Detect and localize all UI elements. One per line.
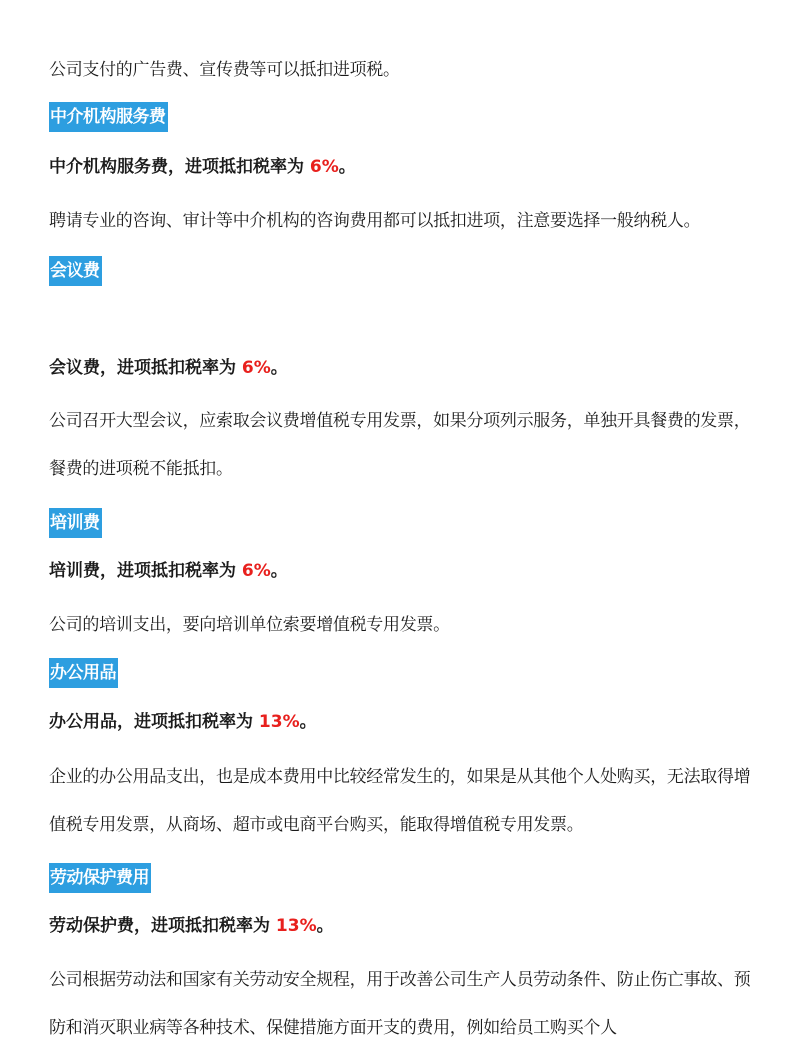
rate-text: 会议费，进项抵扣税率为 bbox=[49, 358, 242, 378]
rate-percent: 13% bbox=[275, 916, 317, 936]
rate-suffix: 。 bbox=[270, 561, 288, 581]
rate-line-labor-protection bbox=[49, 914, 334, 938]
rate-percent: 6% bbox=[241, 561, 271, 581]
section-tag-office-supplies: 办公用品 bbox=[49, 658, 118, 688]
rate-line-training bbox=[49, 559, 288, 583]
rate-line-conference bbox=[49, 356, 288, 380]
rate-line-office-supplies bbox=[49, 710, 317, 734]
rate-percent: 6% bbox=[241, 358, 271, 378]
rate-suffix: 。 bbox=[270, 358, 288, 378]
paragraph-office-supplies: 企业的办公用品支出，也是成本费用中比较经常发生的，如果是从其他个人处购买，无法取得增值税专用发票，从商场、超市或电商平台购买，能取得增值税专用发票。 bbox=[49, 767, 751, 835]
paragraph-intermediary: 聘请专业的咨询、审计等中介机构的咨询费用都可以抵扣进项，注意要选择一般纳税人。 bbox=[49, 211, 701, 231]
rate-text: 办公用品，进项抵扣税率为 bbox=[49, 712, 259, 732]
rate-suffix: 。 bbox=[299, 712, 317, 732]
rate-text: 中介机构服务费，进项抵扣税率为 bbox=[49, 157, 310, 177]
section-tag-conference: 会议费 bbox=[49, 256, 102, 286]
rate-line-intermediary bbox=[49, 155, 356, 179]
paragraph-labor-protection: 公司根据劳动法和国家有关劳动安全规程，用于改善公司生产人员劳动条件、防止伤亡事故、预防和消灭职业病等各种技术、保健措施方面开支的费用，例如给员工购买个人 bbox=[49, 970, 751, 1038]
rate-text: 培训费，进项抵扣税率为 bbox=[49, 561, 242, 581]
section-tag-intermediary: 中介机构服务费 bbox=[49, 102, 168, 132]
paragraph-advertising: 公司支付的广告费、宣传费等可以抵扣进项税。 bbox=[49, 60, 400, 80]
section-tag-labor-protection: 劳动保护费用 bbox=[49, 863, 151, 893]
rate-percent: 6% bbox=[309, 157, 339, 177]
rate-suffix: 。 bbox=[316, 916, 334, 936]
rate-suffix: 。 bbox=[338, 157, 356, 177]
section-tag-training: 培训费 bbox=[49, 508, 102, 538]
paragraph-conference: 公司召开大型会议，应索取会议费增值税专用发票，如果分项列示服务，单独开具餐费的发票，餐费的进项税不能抵扣。 bbox=[49, 411, 751, 479]
rate-percent: 13% bbox=[258, 712, 300, 732]
rate-text: 劳动保护费，进项抵扣税率为 bbox=[49, 916, 276, 936]
paragraph-training: 公司的培训支出，要向培训单位索要增值税专用发票。 bbox=[49, 615, 450, 635]
